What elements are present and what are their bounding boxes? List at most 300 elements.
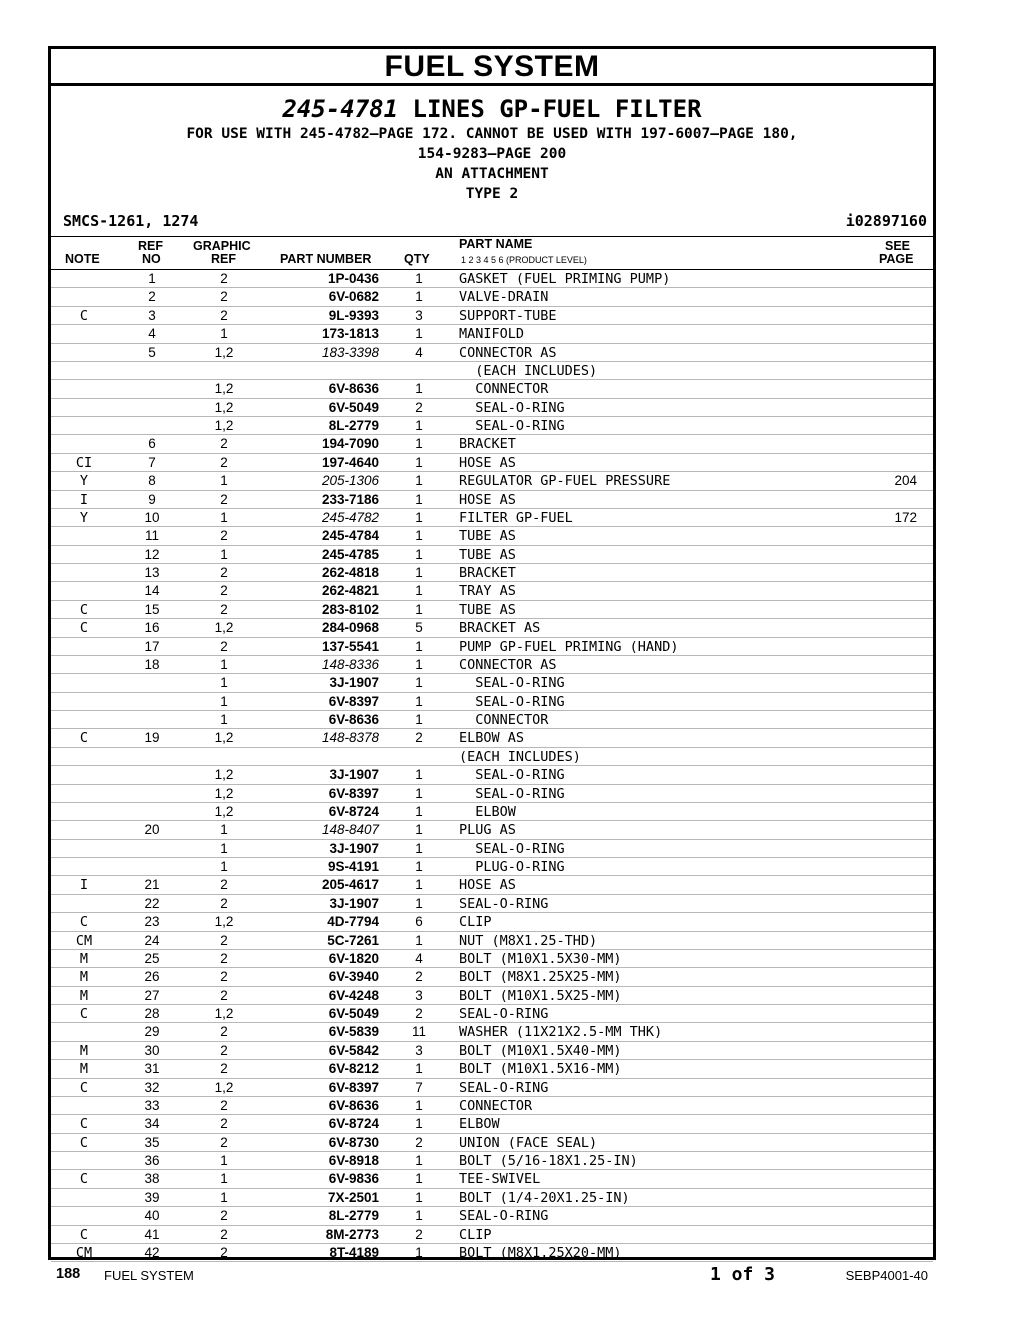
part-number-cell[interactable]: 6V-8397 (328, 693, 379, 709)
graphic-ref-cell: 1,2 (214, 399, 234, 415)
part-number-cell[interactable]: 6V-8724 (328, 803, 379, 819)
graphic-ref-cell: 2 (220, 454, 228, 470)
part-number-cell[interactable]: 8M-2773 (325, 1226, 379, 1242)
part-name-cell: BOLT (5/16-18X1.25-IN) (459, 1153, 638, 1169)
part-number-cell[interactable]: 6V-8636 (328, 1097, 379, 1113)
table-row (51, 785, 933, 803)
part-name-cell: BRACKET (459, 436, 516, 453)
quantity-cell: 1 (415, 932, 423, 948)
quantity-cell: 2 (415, 730, 423, 746)
ref-number-cell: 16 (144, 620, 160, 636)
quantity-cell: 1 (415, 565, 423, 580)
col-part-name: PART NAME (459, 237, 533, 251)
part-number-cell[interactable]: 6V-5049 (328, 399, 379, 415)
ref-number-cell: 2 (148, 289, 156, 305)
graphic-ref-cell: 2 (220, 271, 228, 286)
graphic-ref-cell: 1 (220, 675, 228, 691)
graphic-ref-cell: 2 (220, 1116, 228, 1132)
part-name-cell: BOLT (1/4-20X1.25-IN) (459, 1189, 630, 1206)
part-number-cell[interactable]: 262-4818 (321, 565, 379, 580)
table-row (51, 1244, 933, 1262)
part-number-cell[interactable]: 6V-8636 (328, 381, 379, 397)
part-number-cell[interactable]: 137-5541 (321, 638, 379, 654)
note-cell: M (79, 987, 89, 1004)
table-row (51, 968, 933, 986)
part-name-cell: PLUG-O-RING (459, 859, 565, 875)
quantity-cell: 1 (415, 418, 423, 433)
group-name: LINES GP-FUEL FILTER (412, 95, 702, 123)
quantity-cell: 7 (415, 1079, 423, 1095)
graphic-ref-cell: 1 (220, 656, 228, 672)
ref-number-cell: 9 (148, 491, 156, 507)
graphic-ref-cell: 1,2 (214, 381, 234, 397)
parts-page-frame (48, 46, 936, 1260)
ref-number-cell: 7 (148, 454, 156, 470)
ref-number-cell: 11 (144, 528, 159, 544)
part-name-cell: ELBOW AS (459, 730, 525, 747)
col-graphic-top: GRAPHIC (193, 239, 251, 253)
ref-number-cell: 8 (148, 473, 156, 489)
table-row (51, 1060, 933, 1078)
table-row (51, 638, 933, 656)
table-row (51, 729, 933, 747)
ref-number-cell: 26 (144, 969, 160, 985)
table-row (51, 821, 933, 839)
graphic-ref-cell: 1,2 (214, 344, 234, 360)
part-name-cell: SEAL-O-RING (459, 767, 565, 784)
quantity-cell: 2 (415, 1134, 423, 1150)
graphic-ref-cell: 1,2 (214, 620, 234, 636)
graphic-ref-cell: 1 (220, 859, 228, 874)
part-name-cell: SEAL-O-RING (459, 418, 565, 434)
quantity-cell: 11 (411, 1024, 426, 1040)
table-row (51, 840, 933, 858)
ref-number-cell: 19 (144, 730, 160, 746)
quantity-cell: 1 (415, 436, 423, 452)
quantity-cell: 1 (415, 509, 423, 525)
part-name-cell: TEE-SWIVEL (459, 1171, 541, 1188)
part-name-cell: FILTER GP-FUEL (459, 509, 573, 526)
graphic-ref-cell: 2 (220, 1097, 228, 1113)
part-number-cell[interactable]: 5C-7261 (327, 932, 379, 948)
quantity-cell: 1 (415, 1153, 423, 1168)
table-row (51, 1115, 933, 1133)
table-row (51, 674, 933, 692)
part-number-cell[interactable]: 6V-8397 (328, 785, 379, 801)
part-name-cell: BOLT (M8X1.25X20-MM) (459, 1244, 622, 1261)
part-name-cell: BRACKET AS (459, 620, 541, 637)
ref-number-cell: 1 (148, 271, 156, 286)
part-name-cell: SUPPORT-TUBE (459, 307, 557, 324)
table-header (51, 236, 933, 270)
part-name-cell: REGULATOR GP-FUEL PRESSURE (459, 473, 671, 490)
table-row (51, 711, 933, 729)
graphic-ref-cell: 1,2 (214, 730, 234, 746)
quantity-cell: 1 (415, 1097, 423, 1113)
table-row (51, 491, 933, 509)
part-name-cell: HOSE AS (459, 454, 516, 471)
part-number-cell[interactable]: 205-1306 (321, 473, 379, 489)
part-number-cell[interactable]: 7X-2501 (327, 1189, 379, 1205)
table-row (51, 454, 933, 472)
part-number-cell[interactable]: 6V-8730 (328, 1134, 379, 1150)
part-number-cell[interactable]: 9S-4191 (327, 859, 379, 874)
ref-number-cell: 17 (144, 638, 160, 654)
graphic-ref-cell: 2 (220, 932, 228, 948)
ref-number-cell: 35 (144, 1134, 160, 1150)
graphic-ref-cell: 1,2 (214, 785, 234, 801)
ref-number-cell: 31 (144, 1061, 160, 1077)
part-number-cell[interactable]: 283-8102 (321, 601, 379, 617)
part-name-cell: MANIFOLD (459, 326, 525, 343)
part-name-cell: BRACKET (459, 565, 516, 581)
note-cell: I (79, 877, 89, 894)
part-number-cell[interactable]: 205-4617 (321, 877, 379, 893)
part-name-cell: SEAL-O-RING (459, 675, 565, 692)
ref-number-cell: 6 (148, 436, 156, 452)
part-name-cell: SEAL-O-RING (459, 840, 565, 857)
part-name-cell: CONNECTOR (459, 1097, 533, 1114)
part-number-cell[interactable]: 4D-7794 (327, 914, 379, 930)
ref-number-cell: 18 (144, 656, 160, 672)
table-row (51, 766, 933, 784)
table-row (51, 288, 933, 306)
quantity-cell: 3 (415, 307, 423, 323)
part-name-cell: (EACH INCLUDES) (459, 362, 598, 379)
part-name-cell: CONNECTOR AS (459, 656, 557, 673)
part-name-cell: HOSE AS (459, 877, 516, 894)
part-number-cell[interactable]: 284-0968 (321, 620, 379, 636)
part-number-cell[interactable]: 197-4640 (321, 454, 379, 470)
graphic-ref-cell: 2 (220, 895, 228, 911)
table-row (51, 693, 933, 711)
col-see-bottom: PAGE (879, 252, 914, 266)
part-name-cell: BOLT (M8X1.25X25-MM) (459, 969, 622, 986)
part-name-cell: CLIP (459, 1226, 492, 1243)
part-number-cell[interactable]: 148-8407 (321, 822, 379, 838)
group-part-number[interactable]: 245-4781 (282, 95, 399, 123)
table-row (51, 417, 933, 435)
table-row (51, 344, 933, 362)
ref-number-cell: 41 (144, 1226, 160, 1242)
table-row (51, 1042, 933, 1060)
part-number-cell[interactable]: 6V-5049 (328, 1006, 379, 1021)
part-number-cell[interactable]: 6V-8918 (328, 1153, 379, 1168)
quantity-cell: 1 (415, 712, 423, 727)
table-row (51, 1134, 933, 1152)
footer-section: FUEL SYSTEM (104, 1268, 194, 1283)
quantity-cell: 1 (415, 895, 423, 911)
part-number-cell[interactable]: 148-8378 (321, 730, 379, 746)
graphic-ref-cell: 2 (220, 969, 228, 985)
part-number-cell[interactable]: 6V-8397 (328, 1079, 379, 1095)
table-row (51, 325, 933, 343)
table-row (51, 1189, 933, 1207)
part-number-cell[interactable]: 194-7090 (321, 436, 379, 452)
graphic-ref-cell: 1 (220, 1153, 228, 1168)
part-name-cell: TUBE AS (459, 546, 516, 563)
note-cell: CM (75, 932, 93, 949)
table-row (51, 1226, 933, 1244)
graphic-ref-cell: 2 (220, 950, 228, 966)
note-cell: Y (79, 473, 89, 490)
part-number-cell[interactable]: 6V-8212 (328, 1061, 379, 1077)
quantity-cell: 1 (415, 1061, 423, 1077)
quantity-cell: 5 (415, 620, 423, 636)
group-note-4: TYPE 2 (465, 186, 519, 202)
ref-number-cell: 33 (144, 1097, 160, 1113)
table-row (51, 1152, 933, 1170)
table-row (51, 1005, 933, 1023)
ref-number-cell: 40 (144, 1208, 160, 1224)
table-row (51, 656, 933, 674)
ref-number-cell: 27 (144, 987, 160, 1003)
table-row (51, 582, 933, 600)
table-row (51, 748, 933, 766)
part-number-cell[interactable]: 6V-8636 (328, 712, 379, 727)
part-name-cell: BOLT (M10X1.5X25-MM) (459, 987, 622, 1004)
part-number-cell[interactable]: 245-4785 (321, 546, 379, 562)
graphic-ref-cell: 2 (220, 528, 228, 544)
ref-number-cell: 38 (144, 1171, 160, 1187)
part-number-cell[interactable]: 6V-0682 (328, 289, 379, 305)
quantity-cell: 1 (415, 381, 423, 397)
col-graphic-bottom: REF (211, 252, 236, 266)
illustration-id: i02897160 (845, 212, 927, 230)
table-row (51, 619, 933, 637)
part-name-cell: (EACH INCLUDES) (459, 748, 581, 765)
group-note-2: 154-9283—PAGE 200 (417, 146, 567, 162)
graphic-ref-cell: 1 (220, 1189, 228, 1205)
group-title (51, 86, 933, 124)
graphic-ref-cell: 1 (220, 1171, 228, 1187)
table-row (51, 435, 933, 453)
part-number-cell[interactable]: 173-1813 (321, 326, 379, 342)
part-number-cell[interactable]: 8L-2779 (328, 1208, 379, 1224)
graphic-ref-cell: 2 (220, 638, 228, 654)
table-row (51, 362, 933, 380)
ref-number-cell: 4 (148, 326, 156, 342)
part-number-cell[interactable]: 8T-4189 (329, 1244, 379, 1260)
table-row (51, 380, 933, 398)
graphic-ref-cell: 1 (220, 546, 228, 562)
group-note-3: AN ATTACHMENT (435, 166, 549, 182)
table-row (51, 270, 933, 288)
graphic-ref-cell: 2 (220, 1061, 228, 1077)
part-name-cell: SEAL-O-RING (459, 1079, 549, 1096)
note-cell: C (79, 620, 89, 637)
note-cell: C (79, 1134, 89, 1151)
part-number-cell[interactable]: 6V-4248 (328, 987, 379, 1003)
part-name-cell: TUBE AS (459, 528, 516, 545)
graphic-ref-cell: 1,2 (214, 1079, 234, 1095)
note-cell: C (79, 730, 89, 747)
part-number-cell[interactable]: 3J-1907 (329, 840, 379, 856)
part-name-cell: BOLT (M10X1.5X30-MM) (459, 950, 622, 967)
note-cell: C (79, 1006, 89, 1022)
note-cell: M (79, 969, 89, 986)
quantity-cell: 1 (415, 638, 423, 654)
quantity-cell: 1 (415, 877, 423, 893)
ref-number-cell: 13 (144, 565, 160, 580)
part-number-cell[interactable]: 1P-0436 (327, 271, 379, 286)
ref-number-cell: 28 (144, 1006, 160, 1021)
part-name-cell: ELBOW (459, 803, 516, 820)
quantity-cell: 1 (415, 803, 423, 819)
part-number-cell[interactable]: 6V-5842 (328, 1042, 379, 1058)
ref-number-cell: 22 (144, 895, 160, 911)
ref-number-cell: 29 (144, 1024, 160, 1040)
quantity-cell: 1 (415, 656, 423, 672)
table-row (51, 895, 933, 913)
ref-number-cell: 14 (144, 583, 160, 599)
ref-number-cell: 42 (144, 1244, 160, 1260)
part-name-cell: SEAL-O-RING (459, 1208, 549, 1225)
part-number-cell[interactable]: 245-4784 (321, 528, 379, 544)
graphic-ref-cell: 2 (220, 491, 228, 507)
quantity-cell: 1 (415, 271, 423, 286)
ref-number-cell: 15 (144, 601, 160, 617)
col-qty: QTY (404, 252, 430, 266)
part-name-cell: PLUG AS (459, 822, 516, 839)
table-row (51, 307, 933, 325)
part-number-cell[interactable]: 9L-9393 (328, 307, 379, 323)
part-name-cell: VALVE-DRAIN (459, 289, 549, 306)
graphic-ref-cell: 1 (220, 693, 228, 709)
quantity-cell: 1 (415, 822, 423, 838)
quantity-cell: 3 (415, 1042, 423, 1058)
table-row (51, 1170, 933, 1188)
note-cell: I (79, 491, 89, 508)
page-footer (56, 1264, 928, 1286)
graphic-ref-cell: 2 (220, 289, 228, 305)
note-cell: CM (75, 1244, 93, 1261)
note-cell: M (79, 1061, 89, 1078)
smcs-code: SMCS-1261, 1274 (63, 212, 199, 230)
see-page-cell[interactable]: 172 (894, 509, 917, 525)
col-ref-top: REF (138, 239, 163, 253)
table-row (51, 987, 933, 1005)
part-number-cell[interactable]: 3J-1907 (329, 767, 379, 783)
quantity-cell: 1 (415, 601, 423, 617)
part-name-cell: SEAL-O-RING (459, 1006, 549, 1022)
col-see-top: SEE (885, 239, 911, 253)
note-cell: C (79, 1116, 89, 1133)
part-number-cell[interactable]: 262-4821 (321, 583, 379, 599)
part-number-cell[interactable]: 6V-5839 (328, 1024, 379, 1040)
quantity-cell: 3 (415, 987, 423, 1003)
part-number-cell[interactable]: 6V-8724 (328, 1116, 379, 1132)
table-row (51, 1079, 933, 1097)
part-name-cell: TUBE AS (459, 601, 516, 618)
quantity-cell: 1 (415, 767, 423, 783)
graphic-ref-cell: 2 (220, 565, 228, 580)
ref-number-cell: 3 (148, 307, 156, 323)
part-number-cell[interactable]: 245-4782 (321, 509, 379, 525)
note-cell: C (79, 307, 89, 324)
ref-number-cell: 30 (144, 1042, 160, 1058)
quantity-cell: 1 (415, 1208, 423, 1224)
part-name-cell: PUMP GP-FUEL PRIMING (HAND) (459, 638, 679, 655)
graphic-ref-cell: 2 (220, 436, 228, 452)
part-number-cell[interactable]: 3J-1907 (329, 895, 379, 911)
ref-number-cell: 36 (144, 1153, 160, 1168)
graphic-ref-cell: 2 (220, 1042, 228, 1058)
table-row (51, 472, 933, 490)
table-row (51, 564, 933, 582)
part-number-cell[interactable]: 6V-3940 (328, 969, 379, 985)
note-cell: C (79, 1226, 89, 1243)
part-number-cell[interactable]: 6V-9836 (328, 1171, 379, 1187)
col-ref-bottom: NO (142, 252, 161, 266)
graphic-ref-cell: 2 (220, 1208, 228, 1224)
graphic-ref-cell: 1 (220, 712, 228, 727)
group-note-1: FOR USE WITH 245-4782—PAGE 172. CANNOT BE USED WITH 197-6007—PAGE 180, (186, 126, 798, 142)
part-name-cell: HOSE AS (459, 491, 516, 508)
ref-number-cell: 23 (144, 914, 160, 930)
note-cell: C (79, 1171, 89, 1188)
col-product-level: 1 2 3 4 5 6 (PRODUCT LEVEL) (461, 255, 587, 265)
quantity-cell: 4 (415, 950, 423, 966)
part-number-cell[interactable]: 3J-1907 (329, 675, 379, 691)
table-row (51, 950, 933, 968)
document-id: SEBP4001-40 (845, 1268, 928, 1283)
part-number-cell[interactable]: 233-7186 (321, 491, 379, 507)
graphic-ref-cell: 1 (220, 840, 228, 856)
quantity-cell: 1 (415, 859, 423, 874)
page-number: 188 (56, 1266, 81, 1282)
part-name-cell: BOLT (M10X1.5X40-MM) (459, 1042, 622, 1059)
parts-table-body (51, 270, 933, 1262)
table-row (51, 1207, 933, 1225)
part-number-cell[interactable]: 6V-1820 (328, 950, 379, 966)
graphic-ref-cell: 2 (220, 601, 228, 617)
table-row (51, 601, 933, 619)
ref-number-cell: 32 (144, 1079, 160, 1095)
part-name-cell: SEAL-O-RING (459, 895, 549, 912)
quantity-cell: 1 (415, 1244, 423, 1260)
quantity-cell: 1 (415, 528, 423, 544)
see-page-cell[interactable]: 204 (894, 473, 917, 489)
ref-number-cell: 20 (144, 822, 160, 838)
part-name-cell: CONNECTOR (459, 712, 549, 728)
ref-number-cell: 21 (144, 877, 160, 893)
quantity-cell: 1 (415, 785, 423, 801)
graphic-ref-cell: 1,2 (214, 767, 234, 783)
graphic-ref-cell: 1,2 (214, 418, 234, 433)
quantity-cell: 1 (415, 326, 423, 342)
quantity-cell: 1 (415, 491, 423, 507)
quantity-cell: 2 (415, 399, 423, 415)
part-name-cell: SEAL-O-RING (459, 785, 565, 802)
table-row (51, 527, 933, 545)
table-row (51, 1097, 933, 1115)
part-number-cell[interactable]: 183-3398 (321, 344, 379, 360)
part-name-cell: NUT (M8X1.25-THD) (459, 932, 598, 949)
part-number-cell[interactable]: 148-8336 (321, 656, 379, 672)
part-number-cell[interactable]: 8L-2779 (328, 418, 379, 433)
graphic-ref-cell: 1,2 (214, 914, 234, 930)
table-row (51, 876, 933, 894)
quantity-cell: 2 (415, 969, 423, 985)
graphic-ref-cell: 2 (220, 307, 228, 323)
note-cell: CI (75, 454, 93, 471)
table-row (51, 509, 933, 527)
note-cell: C (79, 1079, 89, 1096)
quantity-cell: 1 (415, 289, 423, 305)
table-row (51, 932, 933, 950)
graphic-ref-cell: 1,2 (214, 803, 234, 819)
